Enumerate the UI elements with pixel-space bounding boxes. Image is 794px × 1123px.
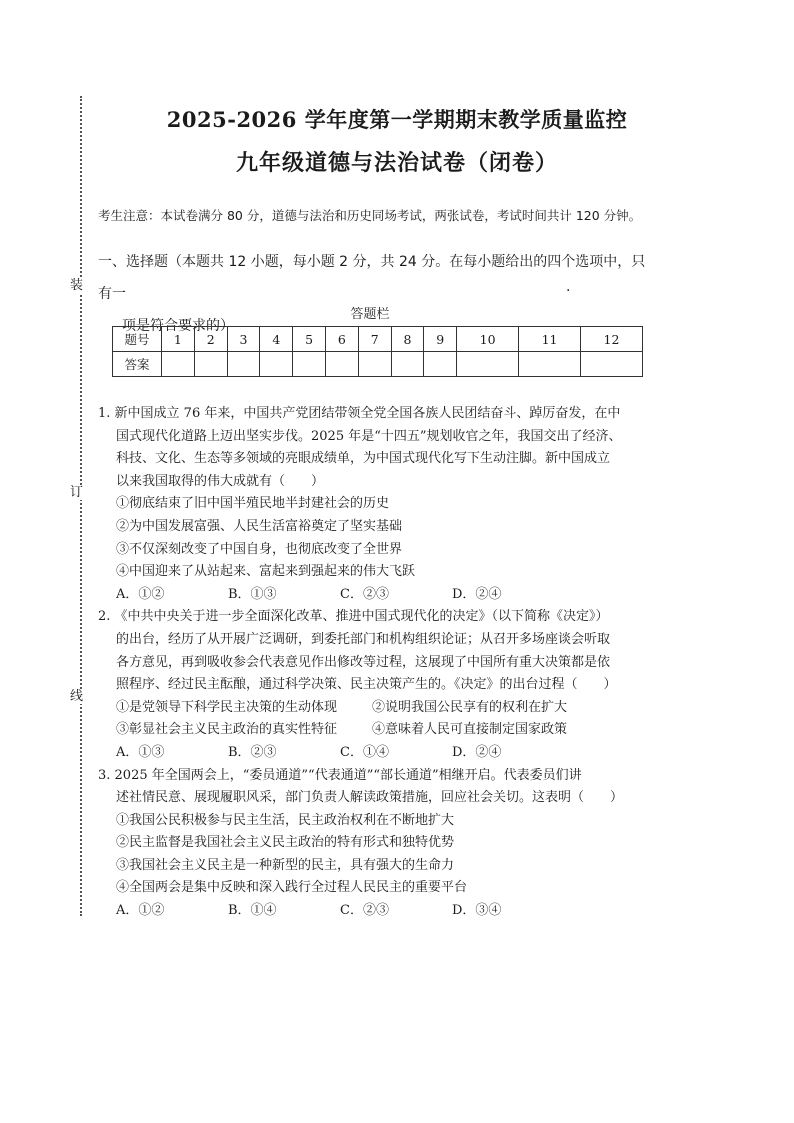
choice-c: C．②③ [340,903,389,919]
exam-title: 2025-2026 学年度第一学期期末教学质量监控 [166,107,628,132]
question-2 [98,606,646,764]
statement-option: ③我国社会主义民主是一种新型的民主，具有强大的生命力 [116,857,455,873]
statement-option: ②为中国发展富强、人民生活富裕奠定了坚实基础 [116,518,403,534]
question-stem-line: 2. 《中共中央关于进一步全面深化改革、推进中国式现代化的决定》（以下简称《决定》） [98,609,609,625]
answer-sheet-caption: 答题栏 [350,307,390,322]
answer-cell[interactable] [424,352,457,377]
answer-cell[interactable] [162,352,195,377]
answer-sheet-table [112,326,643,377]
binding-char-xian: 线 [70,689,84,704]
answer-cell[interactable] [227,352,260,377]
answer-cell[interactable] [457,352,519,377]
question-number-cell: 10 [457,327,519,352]
choice-c: C．①④ [340,744,389,760]
stray-dot: . [566,279,571,295]
question-stem-line: 以来我国取得的伟大成就有（ ） [116,473,325,489]
choice-a: A．①② [116,903,165,919]
choice-b: B．①④ [228,903,277,919]
answer-cell[interactable] [325,352,358,377]
choice-c: C．②③ [340,586,389,602]
section-heading-line2: 项是符合要求的） [122,318,234,334]
statement-option: ①彻底结束了旧中国半殖民地半封建社会的历史 [116,496,390,512]
choice-b: B．①③ [228,586,277,602]
statement-option: ①是党领导下科学民主决策的生动体现 [116,699,338,715]
row-label-answer: 答案 [113,352,162,377]
answer-choices [98,742,646,765]
question-stem-line: 各方意见，再到吸收参会代表意见作出修改等过程，这展现了中国所有重大决策都是依 [116,654,611,670]
answer-cell[interactable] [391,352,424,377]
question-number-cell: 8 [391,327,424,352]
question-1 [98,403,646,606]
exam-notice: 考生注意：本试卷满分 80 分，道德与法治和历史同场考试，两张试卷，考试时间共计 120 分钟。 [98,208,642,223]
choice-d: D．②④ [452,586,502,602]
question-number-cell: 9 [424,327,457,352]
statement-option: ③彰显社会主义民主政治的真实性特征 [116,722,338,738]
question-number-cell: 3 [227,327,260,352]
choice-b: B．②③ [228,744,277,760]
statement-option: ④意味着人民可直接制定国家政策 [372,722,568,738]
statement-option: ④中国迎来了从站起来、富起来到强起来的伟大飞跃 [116,564,416,580]
answer-cell[interactable] [581,352,643,377]
choice-a: A．①③ [116,744,165,760]
answer-cell[interactable] [293,352,326,377]
answer-fill-row [113,352,643,377]
statement-option: ④全国两会是集中反映和深入践行全过程人民民主的重要平台 [116,880,468,896]
question-number-cell: 12 [581,327,643,352]
answer-choices [98,900,646,923]
question-number-cell: 5 [293,327,326,352]
statement-option: ②说明我国公民享有的权利在扩大 [372,699,568,715]
statement-option: ③不仅深刻改变了中国自身，也彻底改变了全世界 [116,541,403,557]
question-list [98,403,646,923]
binding-char-ding: 订 [70,485,84,500]
question-stem-line: 照程序、经过民主酝酿，通过科学决策、民主决策产生的。《决定》的出台过程（ ） [116,677,617,693]
question-stem-line: 3. 2025 年全国两会上，“委员通道”“代表通道”“部长通道”相继开启。代表委员们讲 [98,767,582,783]
question-stem-line: 国式现代化道路上迈出坚实步伐。2025 年是“十四五”规划收官之年，我国交出了经济、 [116,428,622,444]
answer-cell[interactable] [194,352,227,377]
question-number-cell: 1 [162,327,195,352]
question-stem-line: 的出台，经历了从开展广泛调研，到委托部门和机构组织论证；从召开多场座谈会听取 [116,631,611,647]
choice-a: A．①② [116,586,165,602]
statement-option-row [98,697,646,720]
question-number-cell: 11 [519,327,581,352]
question-3 [98,765,646,923]
section-heading-line1: 一、选择题（本题共 12 小题，每小题 2 分，共 24 分。在每小题给出的四个选项中，只有一 [98,254,646,302]
question-stem-line: 述社情民意、展现履职风采，部门负责人解读政策措施，回应社会关切。这表明（ ） [116,790,624,806]
choice-d: D．③④ [452,903,502,919]
question-number-cell: 2 [194,327,227,352]
question-stem-line: 科技、文化、生态等多领域的亮眼成绩单，为中国式现代化写下生动注脚。新中国成立 [116,451,611,467]
statement-option-row [98,719,646,742]
question-stem-line: 1. 新中国成立 76 年来，中国共产党团结带领全党全国各族人民团结奋斗、踔厉奋发，在中 [98,406,621,421]
answer-cell[interactable] [358,352,391,377]
answer-cell[interactable] [260,352,293,377]
binding-dotted-line [80,96,82,916]
binding-char-zhuang: 装 [70,278,84,293]
question-number-cell: 4 [260,327,293,352]
answer-cell[interactable] [519,352,581,377]
statement-option: ①我国公民积极参与民主生活，民主政治权利在不断地扩大 [116,812,455,828]
row-label-number: 题号 [113,327,162,352]
answer-number-row [113,327,643,352]
answer-choices [98,584,646,607]
statement-option: ②民主监督是我国社会主义民主政治的特有形式和独特优势 [116,835,455,851]
choice-d: D．②④ [452,744,502,760]
exam-subtitle: 九年级道德与法治试卷（闭卷） [235,150,558,176]
question-number-cell: 7 [358,327,391,352]
question-number-cell: 6 [325,327,358,352]
